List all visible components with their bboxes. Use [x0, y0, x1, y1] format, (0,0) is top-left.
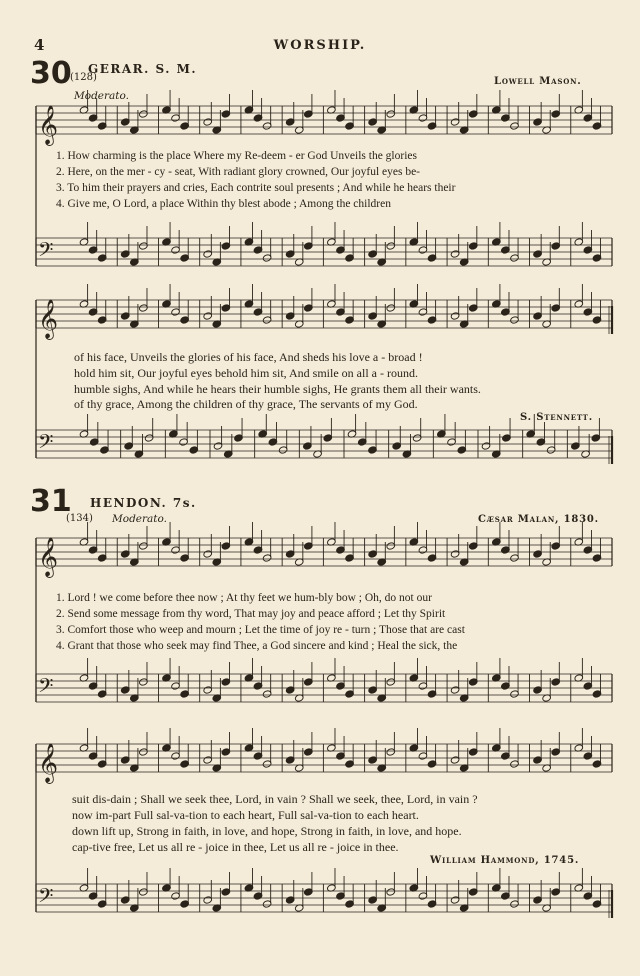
hymn-number: 31: [30, 484, 72, 519]
clef-glyph: 𝄞: [38, 105, 59, 145]
clef-glyph: 𝄢: [38, 238, 54, 266]
tempo-marking: Moderato.: [74, 90, 129, 102]
verse-line: of his face, Unveils the glories of his face, And sheds his love a - broad !: [74, 350, 423, 364]
verse-line: cap-tive free, Let us all re - joice in thee, Let us all re - joice in thee.: [72, 840, 399, 854]
clef-glyph: 𝄞: [38, 537, 59, 577]
page-header: WORSHIP.: [273, 38, 367, 53]
verse-line: suit dis-dain ; Shall we seek thee, Lord, in vain ? Shall we seek, thee, Lord, in vain ?: [72, 792, 478, 806]
author: S. Stennett.: [520, 412, 593, 423]
tune-name: GERAR. S. M.: [88, 62, 198, 76]
hymn-number: 30: [30, 56, 72, 91]
clef-glyph: 𝄢: [38, 884, 54, 912]
verse-line: 2. Send some message from thy word, That may joy and peace afford ; Let thy Spirit: [56, 608, 446, 620]
verse-line: 3. To him their prayers and cries, Each contrite soul presents ; And while he hears their: [56, 182, 456, 194]
verse-line: humble sighs, And while he hears their humble sighs, He grants them all their wants.: [74, 382, 481, 396]
composer: Cæsar Malan, 1830.: [478, 514, 599, 525]
verse-line: hold him sit, Our joyful eyes behold him sit, And smile on all a - round.: [74, 366, 418, 380]
page-number: 4: [34, 36, 45, 54]
clef-glyph: 𝄢: [38, 674, 54, 702]
clef-glyph: 𝄞: [38, 743, 59, 783]
clef-glyph: 𝄞: [38, 299, 59, 339]
composer: Lowell Mason.: [494, 76, 582, 87]
author: William Hammond, 1745.: [430, 855, 580, 866]
verse-line: of thy grace, Among the children of thy grace, The servants of my God.: [74, 397, 418, 411]
verse-line: 3. Comfort those who weep and mourn ; Let the time of joy re - turn ; Those that are cast: [56, 624, 465, 636]
verse-line: 1. How charming is the place Where my Re-deem - er God Unveils the glories: [56, 150, 417, 162]
verse-line: now im-part Full sal-va-tion to each heart, Full sal-va-tion to each heart.: [72, 808, 419, 822]
verse-line: 4. Give me, O Lord, a place Within thy blest abode ; Among the children: [56, 198, 391, 210]
hymn-index: (128): [70, 72, 97, 83]
verse-line: 4. Grant that those who seek may find Thee, a God sincere and kind ; Heal the sick, the: [56, 640, 458, 652]
verse-line: 1. Lord ! we come before thee now ; At thy feet we hum-bly bow ; Oh, do not our: [56, 592, 432, 604]
clef-glyph: 𝄢: [38, 430, 54, 458]
tempo-marking: Moderato.: [112, 513, 167, 525]
hymn-index: (134): [66, 513, 93, 524]
tune-name: HENDON. 7s.: [90, 496, 197, 510]
verse-line: down lift up, Strong in faith, in love, and hope, Strong in faith, in love, and hope.: [72, 824, 462, 838]
verse-line: 2. Here, on the mer - cy - seat, With radiant glory crowned, Our joyful eyes be-: [56, 166, 421, 178]
